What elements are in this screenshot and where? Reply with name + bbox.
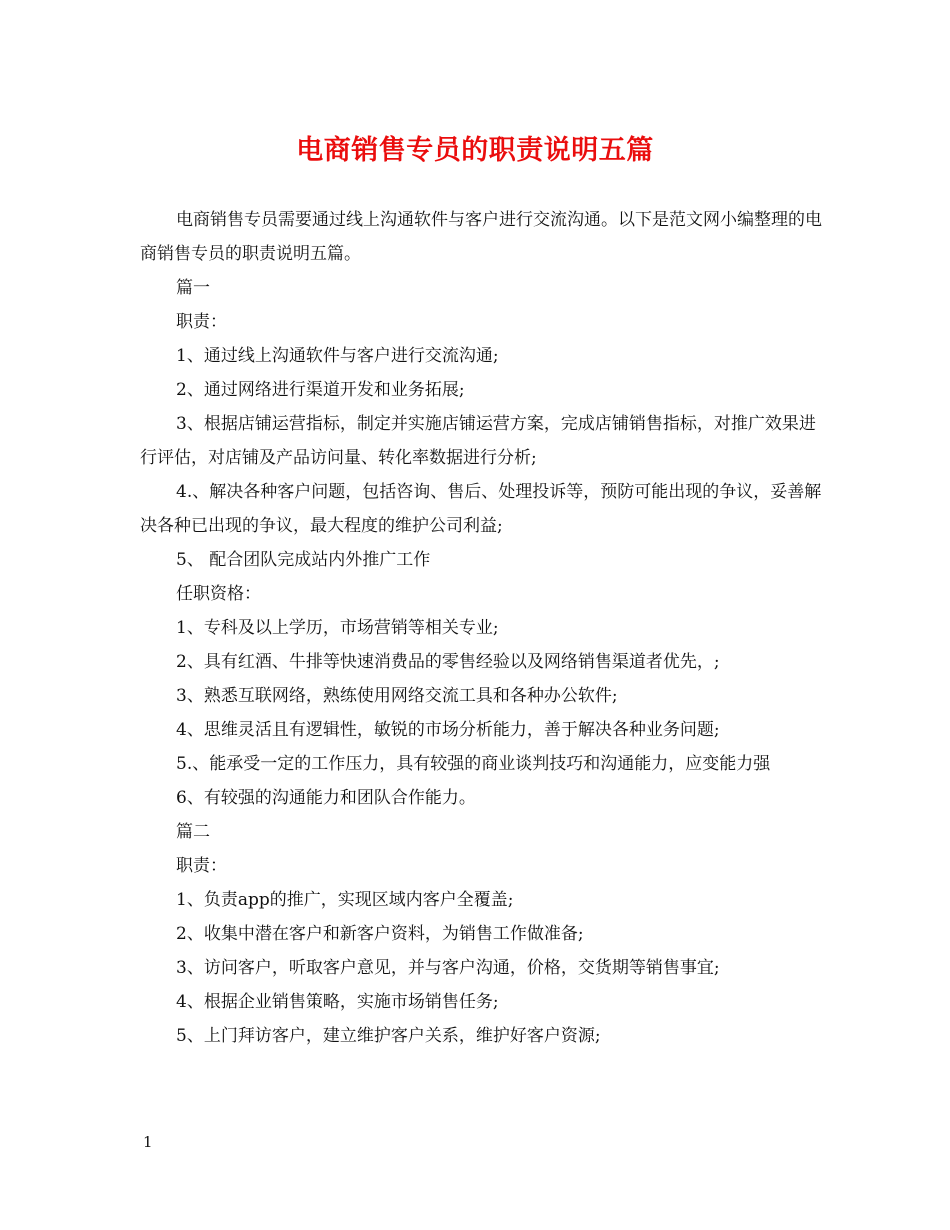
subheading-qualifications: 任职资格： [176,584,261,604]
list-item: 6、有较强的沟通能力和团队合作能力。 [176,788,476,808]
list-item: 3、访问客户，听取客户意见，并与客户沟通，价格，交货期等销售事宜; [176,958,720,978]
list-item: 2、通过网络进行渠道开发和业务拓展; [176,380,465,400]
list-item: 4、思维灵活且有逻辑性，敏锐的市场分析能力，善于解决各种业务问题; [176,720,720,740]
list-item: 5、上门拜访客户，建立维护客户关系，维护好客户资源; [176,1026,601,1046]
list-item: 4、根据企业销售策略，实施市场销售任务; [176,992,499,1012]
list-item: 4.、解决各种客户问题，包括咨询、售后、处理投诉等，预防可能出现的争议，妥善解决各种已出现的争议，最大程度的维护公司利益; [140,482,822,536]
subheading-duties: 职责： [176,856,227,876]
section-heading-part1: 篇一 [176,278,210,298]
list-item: 1、通过线上沟通软件与客户进行交流沟通; [176,346,499,366]
page-number: 1 [143,1133,153,1151]
list-item: 1、专科及以上学历，市场营销等相关专业; [176,618,499,638]
subheading-duties: 职责： [176,312,227,332]
list-item: 1、负责app的推广，实现区域内客户全覆盖; [176,890,514,910]
document-title: 电商销售专员的职责说明五篇 [296,135,654,166]
section-heading-part2: 篇二 [176,822,210,842]
list-item: 2、具有红酒、牛排等快速消费品的零售经验以及网络销售渠道者优先，; [176,652,720,672]
list-item: 3、根据店铺运营指标，制定并实施店铺运营方案，完成店铺销售指标，对推广效果进行评估，对店铺及产品访问量、转化率数据进行分析; [140,414,816,468]
list-item: 5、 配合团队完成站内外推广工作 [176,550,431,570]
list-item: 5.、能承受一定的工作压力，具有较强的商业谈判技巧和沟通能力，应变能力强 [176,754,771,774]
document-body [140,203,830,1053]
list-item: 2、收集中潜在客户和新客户资料，为销售工作做准备; [176,924,584,944]
paragraph-intro: 电商销售专员需要通过线上沟通软件与客户进行交流沟通。以下是范文网小编整理的电商销售专员的职责说明五篇。 [140,210,822,264]
list-item: 3、熟悉互联网络，熟练使用网络交流工具和各种办公软件; [176,686,618,706]
